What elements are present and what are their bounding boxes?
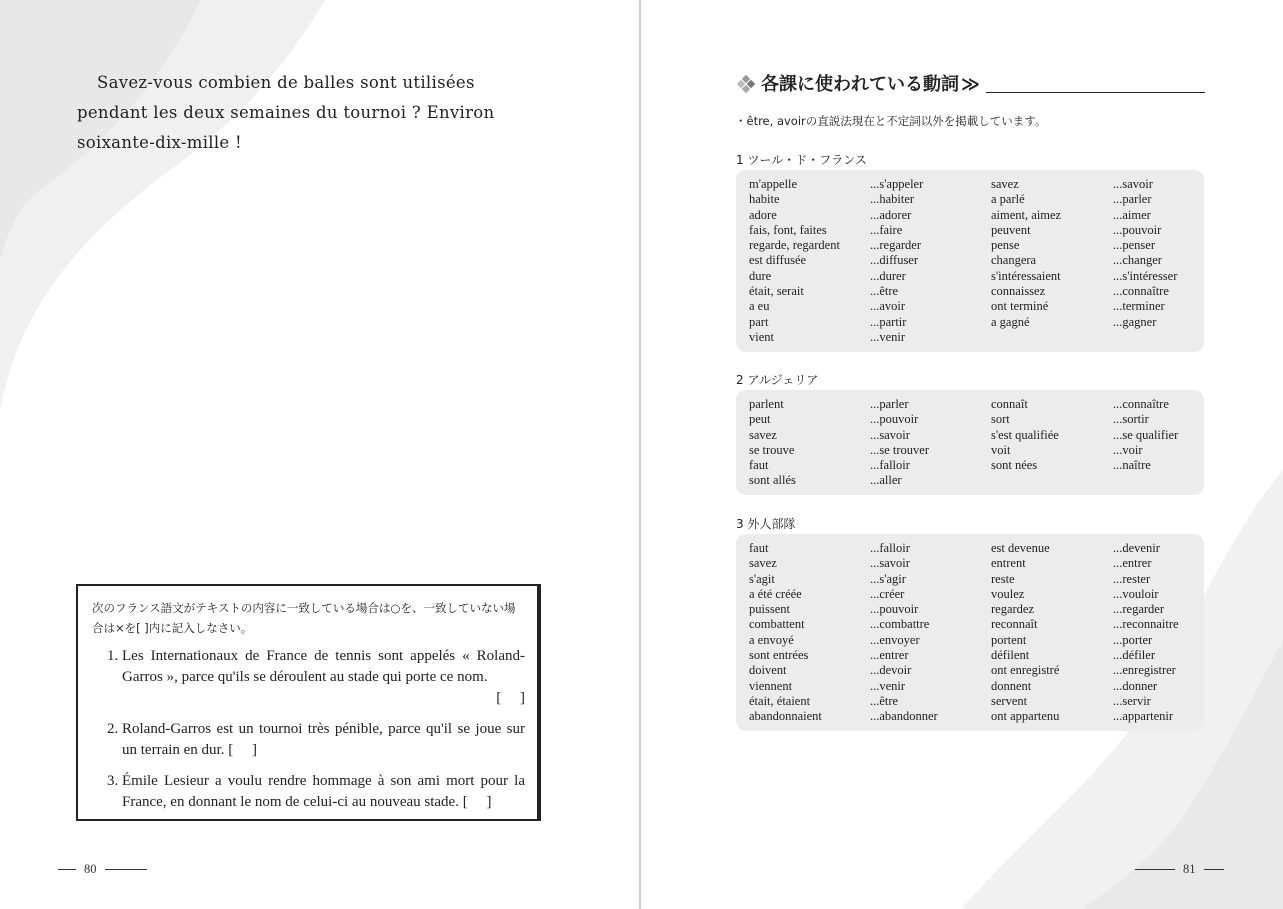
verb-row — [749, 192, 1204, 207]
infinitive: ...avoir — [870, 299, 906, 314]
conjugated-form: sort — [991, 412, 1010, 427]
conjugated-form: ont terminé — [991, 299, 1049, 314]
exercise-question — [122, 646, 525, 709]
infinitive: ...pouvoir — [870, 412, 919, 427]
verb-row — [749, 223, 1204, 238]
note-text: ・être, avoirの直説法現在と不定詞以外を掲載しています。 — [735, 114, 1047, 128]
page-number-left — [58, 862, 147, 877]
verb-row — [749, 443, 1204, 458]
right-page — [641, 0, 1283, 909]
infinitive: ...changer — [1113, 253, 1162, 268]
conjugated-form: reconnaît — [991, 617, 1038, 632]
infinitive: ...penser — [1113, 238, 1155, 253]
infinitive: ...appartenir — [1113, 709, 1174, 724]
infinitive: ...faire — [870, 222, 903, 237]
infinitive: ...être — [870, 284, 899, 299]
conjugated-form: sont entrées — [749, 648, 809, 663]
verb-row — [749, 177, 1204, 192]
folio-rule — [58, 869, 76, 871]
conjugated-form: faut — [749, 541, 769, 555]
verb-row — [749, 648, 1204, 663]
conjugated-form: part — [749, 314, 769, 329]
infinitive: ...se trouver — [870, 442, 930, 457]
exercise-question — [122, 771, 525, 813]
conjugated-form: connaissez — [991, 284, 1046, 299]
conjugated-form: dure — [749, 268, 772, 283]
conjugated-form: a eu — [749, 299, 770, 314]
verb-row — [749, 617, 1204, 632]
infinitive: ...créer — [870, 586, 905, 601]
diamond-bullet-icon — [735, 74, 757, 96]
conjugated-form: entrent — [991, 556, 1026, 571]
conjugated-form: parlent — [749, 397, 784, 411]
infinitive: ...connaître — [1113, 284, 1169, 299]
conjugated-form: abandonnaient — [749, 709, 822, 724]
answer-blank[interactable]: [ ] — [496, 690, 525, 706]
verb-table — [736, 534, 1204, 731]
conjugated-form: regardez — [991, 602, 1035, 617]
infinitive: ...s'appeler — [870, 177, 924, 191]
heading-chevron-icon: ≫ — [961, 74, 980, 95]
infinitive: ...devoir — [870, 663, 912, 678]
infinitive: ...falloir — [870, 541, 910, 555]
infinitive: ...rester — [1113, 571, 1151, 586]
infinitive: ...habiter — [870, 192, 915, 207]
infinitive: ...porter — [1113, 632, 1153, 647]
conjugated-form: s'agit — [749, 571, 775, 586]
left-page — [0, 0, 639, 909]
verb-row — [749, 541, 1204, 556]
page-number: 80 — [84, 862, 97, 876]
verb-table — [736, 170, 1204, 352]
conjugated-form: donnent — [991, 678, 1032, 693]
verb-row — [749, 572, 1204, 587]
conjugated-form: ont enregistré — [991, 663, 1060, 678]
section-heading — [735, 70, 1205, 96]
infinitive: ...regarder — [870, 238, 922, 253]
conjugated-form: connaît — [991, 397, 1028, 411]
exercise-box — [76, 584, 539, 821]
conjugated-form: sont allés — [749, 473, 796, 488]
verb-row — [749, 709, 1204, 724]
conjugated-form: puissent — [749, 602, 790, 617]
infinitive: ...entrer — [870, 648, 909, 663]
verb-row — [749, 556, 1204, 571]
conjugated-form: savez — [991, 177, 1019, 191]
conjugated-form: ont appartenu — [991, 709, 1060, 724]
infinitive: ...servir — [1113, 693, 1151, 708]
verb-row — [749, 284, 1204, 299]
conjugated-form: aiment, aimez — [991, 207, 1062, 222]
conjugated-form: combattent — [749, 617, 805, 632]
answer-blank[interactable]: [ ] — [462, 794, 492, 810]
infinitive: ...combattre — [870, 617, 930, 632]
conjugated-form: faut — [749, 458, 769, 473]
conjugated-form: changera — [991, 253, 1037, 268]
infinitive: ...aimer — [1113, 207, 1151, 222]
verb-row — [749, 238, 1204, 253]
infinitive: ...vouloir — [1113, 586, 1159, 601]
section-title: 1 ツール・ド・フランス — [736, 153, 867, 167]
folio-rule — [105, 869, 147, 871]
infinitive: ...reconnaitre — [1113, 617, 1179, 632]
page-number-right — [1135, 862, 1224, 877]
conjugated-form: défilent — [991, 648, 1030, 663]
infinitive: ...venir — [870, 678, 906, 693]
question-text: Émile Lesieur a voulu rendre hommage à son ami mort pour la France, en donnant le nom de celui-ci au nouveau stade. — [122, 773, 525, 810]
conjugated-form: reste — [991, 571, 1015, 586]
exercise-question — [122, 719, 525, 761]
infinitive: ...envoyer — [870, 632, 920, 647]
infinitive: ...savoir — [1113, 177, 1153, 191]
conjugated-form: viennent — [749, 678, 793, 693]
infinitive: ...être — [870, 693, 899, 708]
infinitive: ...naître — [1113, 458, 1151, 473]
conjugated-form: doivent — [749, 663, 787, 678]
infinitive: ...partir — [870, 314, 907, 329]
conjugated-form: pense — [991, 238, 1020, 253]
conjugated-form — [991, 330, 1113, 345]
intro-paragraph: Savez-vous combien de balles sont utilisées pendant les deux semaines du tournoi ? Environ soixante-dix-mille ! — [77, 73, 495, 152]
section-title: 2 アルジェリア — [736, 373, 819, 387]
conjugated-form: se trouve — [749, 442, 795, 457]
verb-row — [749, 633, 1204, 648]
infinitive — [1113, 330, 1203, 345]
infinitive: ...voir — [1113, 442, 1143, 457]
conjugated-form: est diffusée — [749, 253, 807, 268]
conjugated-form: habite — [749, 192, 780, 207]
page-number: 81 — [1183, 862, 1196, 876]
conjugated-form: s'intéressaient — [991, 268, 1061, 283]
infinitive: ...défiler — [1113, 648, 1155, 663]
infinitive: ...pouvoir — [1113, 222, 1162, 237]
infinitive: ...adorer — [870, 207, 912, 222]
infinitive — [1113, 473, 1203, 488]
conjugated-form: regarde, regardent — [749, 238, 840, 253]
infinitive: ...terminer — [1113, 299, 1165, 314]
infinitive: ...aller — [870, 473, 902, 488]
infinitive: ...abandonner — [870, 709, 938, 724]
verb-row — [749, 694, 1204, 709]
verb-row — [749, 602, 1204, 617]
conjugated-form: était, serait — [749, 284, 804, 299]
conjugated-form: adore — [749, 207, 777, 222]
verb-row — [749, 397, 1204, 412]
infinitive: ...savoir — [870, 556, 910, 571]
verb-row — [749, 299, 1204, 314]
verb-row — [749, 473, 1204, 488]
conjugated-form: vient — [749, 329, 774, 344]
heading-title: 各課に使われている動詞 — [761, 74, 959, 95]
verb-row — [749, 587, 1204, 602]
verb-row — [749, 315, 1204, 330]
verb-row — [749, 330, 1204, 345]
answer-blank[interactable]: [ ] — [228, 742, 257, 758]
infinitive: ...falloir — [870, 458, 910, 473]
verb-row — [749, 663, 1204, 678]
conjugated-form: fais, font, faites — [749, 222, 827, 237]
conjugated-form: est devenue — [991, 541, 1050, 555]
conjugated-form: peut — [749, 412, 771, 427]
conjugated-form: a été créée — [749, 586, 802, 601]
conjugated-form: s'est qualifiée — [991, 427, 1059, 442]
verb-row — [749, 458, 1204, 473]
conjugated-form: portent — [991, 632, 1027, 647]
verb-row — [749, 208, 1204, 223]
verb-row — [749, 253, 1204, 268]
heading-rule — [986, 92, 1205, 93]
conjugated-form: peuvent — [991, 222, 1031, 237]
infinitive: ...regarder — [1113, 602, 1165, 617]
verb-row — [749, 428, 1204, 443]
infinitive: ...se qualifier — [1113, 427, 1179, 442]
infinitive: ...donner — [1113, 678, 1158, 693]
verb-table — [736, 390, 1204, 495]
infinitive: ...gagner — [1113, 314, 1157, 329]
infinitive: ...savoir — [870, 427, 910, 442]
infinitive: ...diffuser — [870, 253, 919, 268]
verb-row — [749, 679, 1204, 694]
folio-rule — [1204, 869, 1224, 871]
section-title: 3 外人部隊 — [736, 517, 796, 531]
question-text: Les Internationaux de France de tennis sont appelés « Roland-Garros », parce qu'ils se déroulent au stade qui porte ce nom. — [122, 648, 525, 685]
conjugated-form: était, étaient — [749, 693, 811, 708]
exercise-question-list — [92, 646, 525, 813]
conjugated-form: m'appelle — [749, 177, 798, 191]
infinitive: ...entrer — [1113, 556, 1152, 571]
conjugated-form: savez — [749, 556, 777, 571]
conjugated-form: a envoyé — [749, 632, 794, 647]
conjugated-form: a gagné — [991, 314, 1030, 329]
infinitive: ...parler — [870, 397, 909, 411]
exercise-instruction: 次のフランス語文がテキストの内容に一致している場合は○を、一致していない場合は×を[ ]内に記入しなさい。 — [92, 601, 516, 635]
conjugated-form: sont nées — [991, 458, 1038, 473]
infinitive: ...pouvoir — [870, 602, 919, 617]
question-text: Roland-Garros est un tournoi très pénible, parce qu'il se joue sur un terrain en dur. — [122, 721, 525, 758]
conjugated-form: a parlé — [991, 192, 1025, 207]
conjugated-form: voit — [991, 442, 1011, 457]
infinitive: ...devenir — [1113, 541, 1160, 555]
infinitive: ...connaître — [1113, 397, 1169, 411]
infinitive: ...durer — [870, 268, 906, 283]
infinitive: ...s'agir — [870, 571, 906, 586]
conjugated-form: servent — [991, 693, 1028, 708]
infinitive: ...venir — [870, 329, 906, 344]
verb-row — [749, 412, 1204, 427]
infinitive: ...s'intéresser — [1113, 268, 1178, 283]
verb-row — [749, 269, 1204, 284]
conjugated-form: voulez — [991, 586, 1025, 601]
conjugated-form: savez — [749, 427, 777, 442]
infinitive: ...sortir — [1113, 412, 1149, 427]
conjugated-form — [991, 473, 1113, 488]
infinitive: ...enregistrer — [1113, 663, 1176, 678]
folio-rule — [1135, 869, 1175, 871]
infinitive: ...parler — [1113, 192, 1152, 207]
